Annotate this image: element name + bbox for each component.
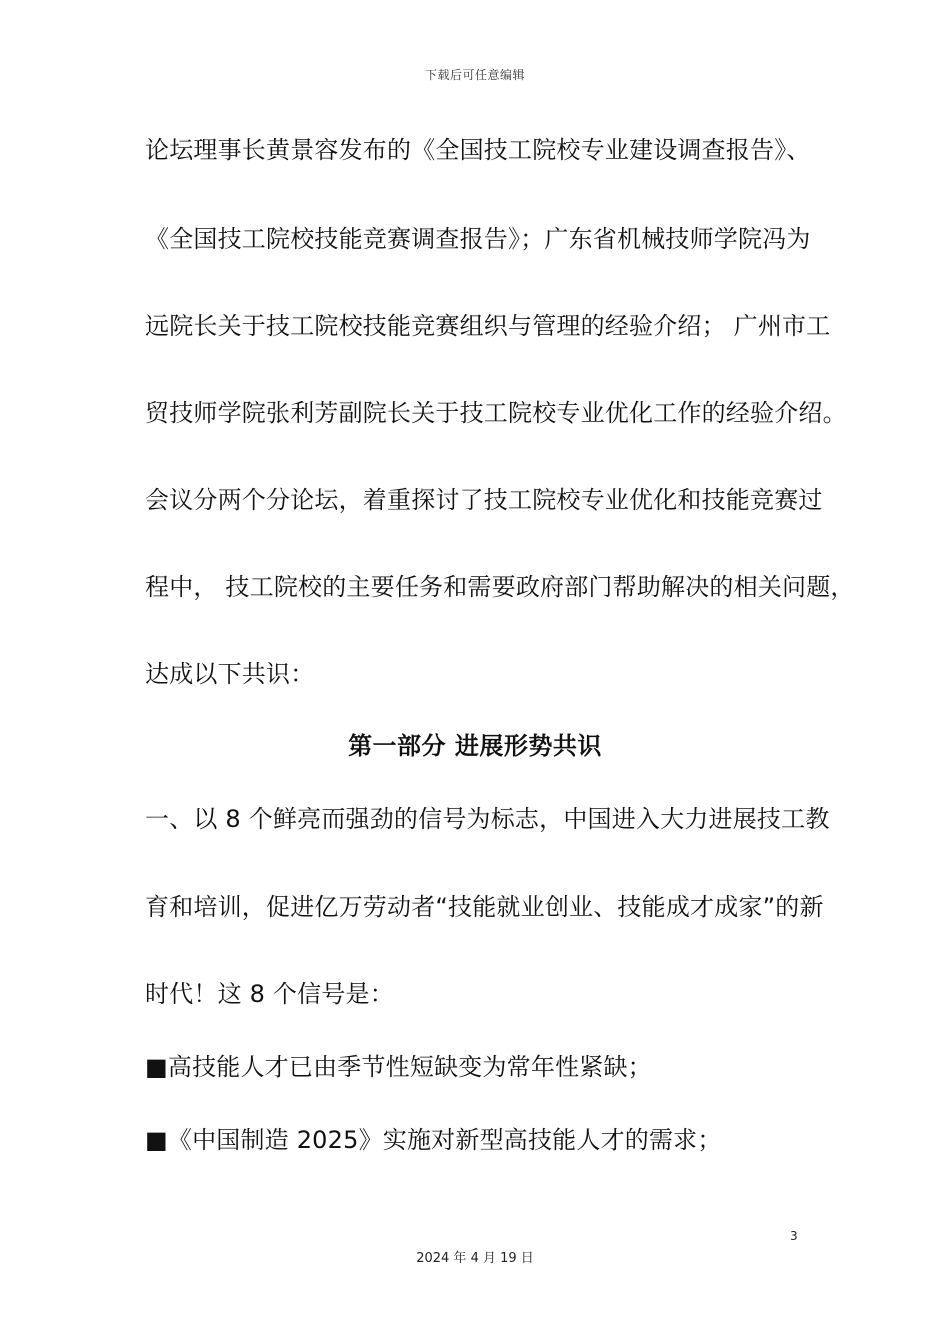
footer-date: 2024 年 4 月 19 日 (416, 1251, 534, 1266)
paragraph-line: 贸技师学院张利芳副院长关于技工院校专业优化工作的经验介绍。 (145, 399, 847, 427)
point-line: 一、以 8 个鲜亮而强劲的信号为标志，中国进入大力进展技工教 (145, 805, 830, 833)
point-line: 时代！这 8 个信号是： (145, 980, 394, 1008)
paragraph-line: 论坛理事长黄景容发布的《全国技工院校专业建设调查报告》、 (145, 136, 811, 164)
paragraph-line: 会议分两个分论坛，着重探讨了技工院校专业优化和技能竞赛过 (145, 486, 823, 514)
page-number: 3 (790, 1229, 798, 1243)
header-note: 下载后可任意编辑 (424, 68, 525, 82)
point-line: 育和培训，促进亿万劳动者“技能就业创业、技能成才成家”的新 (145, 893, 824, 921)
bullet-item: ■高技能人才已由季节性短缺变为常年性紧缺； (145, 1053, 652, 1081)
paragraph-line: 《全国技工院校技能竞赛调查报告》；广东省机械技师学院冯为 (145, 225, 811, 253)
paragraph-line: 远院长关于技工院校技能竞赛组织与管理的经验介绍； 广州市工 (145, 312, 831, 340)
paragraph-line: 达成以下共识： (145, 660, 315, 688)
paragraph-line: 程中， 技工院校的主要任务和需要政府部门帮助解决的相关问题， (145, 573, 855, 601)
section-heading: 第一部分 进展形势共识 (348, 732, 602, 760)
bullet-item: ■《中国制造 2025》实施对新型高技能人才的需求； (145, 1126, 722, 1154)
